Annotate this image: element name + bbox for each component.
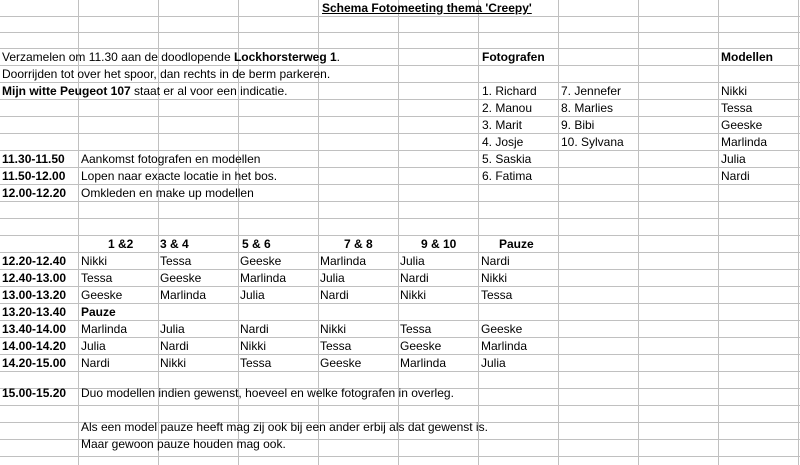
grid-column-line <box>798 0 799 465</box>
program-time[interactable]: 12.00-12.20 <box>2 186 67 200</box>
schedule-cell[interactable]: Nikki <box>481 271 507 285</box>
model-cell[interactable]: Tessa <box>721 101 753 115</box>
schedule-time[interactable]: 14.00-14.20 <box>2 339 67 353</box>
note-line[interactable]: Maar gewoon pauze houden mag ook. <box>81 437 286 451</box>
schedule-cell[interactable]: Julia <box>481 356 506 370</box>
schedule-cell[interactable]: Geeske <box>160 271 202 285</box>
modellen-header[interactable]: Modellen <box>721 50 774 64</box>
schedule-cell[interactable]: Julia <box>81 339 106 353</box>
schedule-cell[interactable]: Nardi <box>81 356 110 370</box>
schedule-header[interactable]: 7 & 8 <box>344 237 373 251</box>
schedule-cell[interactable]: Tessa <box>481 288 513 302</box>
schedule-header[interactable]: 9 & 10 <box>421 237 457 251</box>
schedule-cell[interactable]: Nikki <box>320 322 346 336</box>
schedule-cell[interactable]: Nikki <box>160 356 186 370</box>
fotograaf-cell[interactable]: 3. Marit <box>482 118 523 132</box>
schedule-cell[interactable]: Nardi <box>400 271 429 285</box>
model-cell[interactable]: Nardi <box>721 169 750 183</box>
grid-row-line <box>0 133 800 134</box>
intro-line-1-prefix: Verzamelen om 11.30 aan de doodlopende <box>2 50 234 64</box>
schedule-cell[interactable]: Nikki <box>81 254 107 268</box>
fotograaf-cell[interactable]: 8. Marlies <box>561 101 614 115</box>
schedule-cell[interactable]: Marlinda <box>400 356 447 370</box>
schedule-cell[interactable]: Marlinda <box>320 254 367 268</box>
schedule-time[interactable]: 13.40-14.00 <box>2 322 67 336</box>
schedule-cell[interactable]: Nardi <box>160 339 189 353</box>
fotograaf-cell[interactable]: 2. Manou <box>482 101 533 115</box>
schedule-cell[interactable]: Marlinda <box>81 322 128 336</box>
intro-line-1-suffix: . <box>336 50 341 64</box>
schedule-cell[interactable]: Nardi <box>481 254 510 268</box>
grid-column-line <box>718 0 719 465</box>
schedule-header[interactable]: 5 & 6 <box>242 237 271 251</box>
schedule-time[interactable]: 13.00-13.20 <box>2 288 67 302</box>
duo-time[interactable]: 15.00-15.20 <box>2 386 67 400</box>
schedule-cell[interactable]: Julia <box>240 288 265 302</box>
schedule-cell[interactable]: Nardi <box>240 322 269 336</box>
intro-line-3[interactable] <box>0 83 287 100</box>
sheet-title[interactable]: Schema Fotomeeting thema 'Creepy' <box>322 1 532 15</box>
model-cell[interactable]: Geeske <box>721 118 763 132</box>
schedule-cell[interactable]: Geeske <box>481 322 523 336</box>
schedule-cell[interactable]: Tessa <box>160 254 192 268</box>
schedule-header[interactable]: 1 &2 <box>108 237 134 251</box>
grid-row-line <box>0 456 800 457</box>
schedule-header[interactable]: 3 & 4 <box>160 237 189 251</box>
program-time[interactable]: 11.30-11.50 <box>2 152 65 166</box>
fotograaf-cell[interactable]: 5. Saskia <box>482 152 532 166</box>
intro-line-3-suffix: staat er al voor een indicatie. <box>130 84 288 98</box>
intro-line-2[interactable]: Doorrijden tot over het spoor, dan rechts in de berm parkeren. <box>2 67 331 81</box>
schedule-cell[interactable]: Julia <box>320 271 345 285</box>
grid-row-line <box>0 32 800 33</box>
grid-column-line <box>478 0 479 465</box>
schedule-cell[interactable]: Geeske <box>320 356 362 370</box>
schedule-cell[interactable]: Nikki <box>240 339 266 353</box>
address-text: Lockhorsterweg 1 <box>233 50 337 64</box>
fotograaf-cell[interactable]: 7. Jennefer <box>561 84 622 98</box>
schedule-cell[interactable]: Geeske <box>240 254 282 268</box>
schedule-cell[interactable]: Marlinda <box>240 271 287 285</box>
schedule-cell[interactable]: Julia <box>400 254 425 268</box>
schedule-cell[interactable]: Tessa <box>400 322 432 336</box>
grid-column-line <box>558 0 559 465</box>
fotograaf-cell[interactable]: 4. Josje <box>482 135 524 149</box>
model-cell[interactable]: Marlinda <box>721 135 768 149</box>
schedule-cell[interactable]: Tessa <box>81 271 113 285</box>
note-line[interactable]: Als een model pauze heeft mag zij ook bij een ander erbij als dat gewenst is. <box>81 420 488 434</box>
schedule-cell[interactable]: Julia <box>160 322 185 336</box>
program-time[interactable]: 11.50-12.00 <box>2 169 66 183</box>
schedule-time[interactable]: 13.20-13.40 <box>2 305 67 319</box>
schedule-cell[interactable]: Tessa <box>240 356 272 370</box>
schedule-cell[interactable]: Marlinda <box>160 288 207 302</box>
schedule-cell[interactable]: Marlinda <box>481 339 528 353</box>
fotograaf-cell[interactable]: 1. Richard <box>482 84 537 98</box>
duo-text[interactable]: Duo modellen indien gewenst, hoeveel en welke fotografen in overleg. <box>81 386 454 400</box>
program-text[interactable]: Omkleden en make up modellen <box>81 186 254 200</box>
schedule-cell[interactable]: Geeske <box>400 339 442 353</box>
schedule-time[interactable]: 14.20-15.00 <box>2 356 67 370</box>
program-text[interactable]: Lopen naar exacte locatie in het bos. <box>81 169 278 183</box>
schedule-cell[interactable]: Nardi <box>320 288 349 302</box>
grid-row-line <box>0 405 800 406</box>
model-cell[interactable]: Nikki <box>721 84 747 98</box>
model-cell[interactable]: Julia <box>721 152 746 166</box>
program-text[interactable]: Aankomst fotografen en modellen <box>81 152 261 166</box>
schedule-cell[interactable]: Nikki <box>400 288 426 302</box>
fotografen-header[interactable]: Fotografen <box>482 50 545 64</box>
schedule-cell[interactable]: Tessa <box>320 339 352 353</box>
fotograaf-cell[interactable]: 10. Sylvana <box>561 135 624 149</box>
grid-row-line <box>0 116 800 117</box>
schedule-cell[interactable]: Geeske <box>81 288 123 302</box>
pause-cell[interactable]: Pauze <box>81 305 116 319</box>
fotograaf-cell[interactable]: 9. Bibi <box>561 118 595 132</box>
schedule-time[interactable]: 12.40-13.00 <box>2 271 67 285</box>
grid-row-line <box>0 218 800 219</box>
schedule-time[interactable]: 12.20-12.40 <box>2 254 67 268</box>
car-text: Mijn witte Peugeot 107 <box>2 84 131 98</box>
schedule-header[interactable]: Pauze <box>499 237 534 251</box>
intro-line-1[interactable] <box>0 49 340 66</box>
fotograaf-cell[interactable]: 6. Fatima <box>482 169 533 183</box>
grid-column-line <box>638 0 639 465</box>
